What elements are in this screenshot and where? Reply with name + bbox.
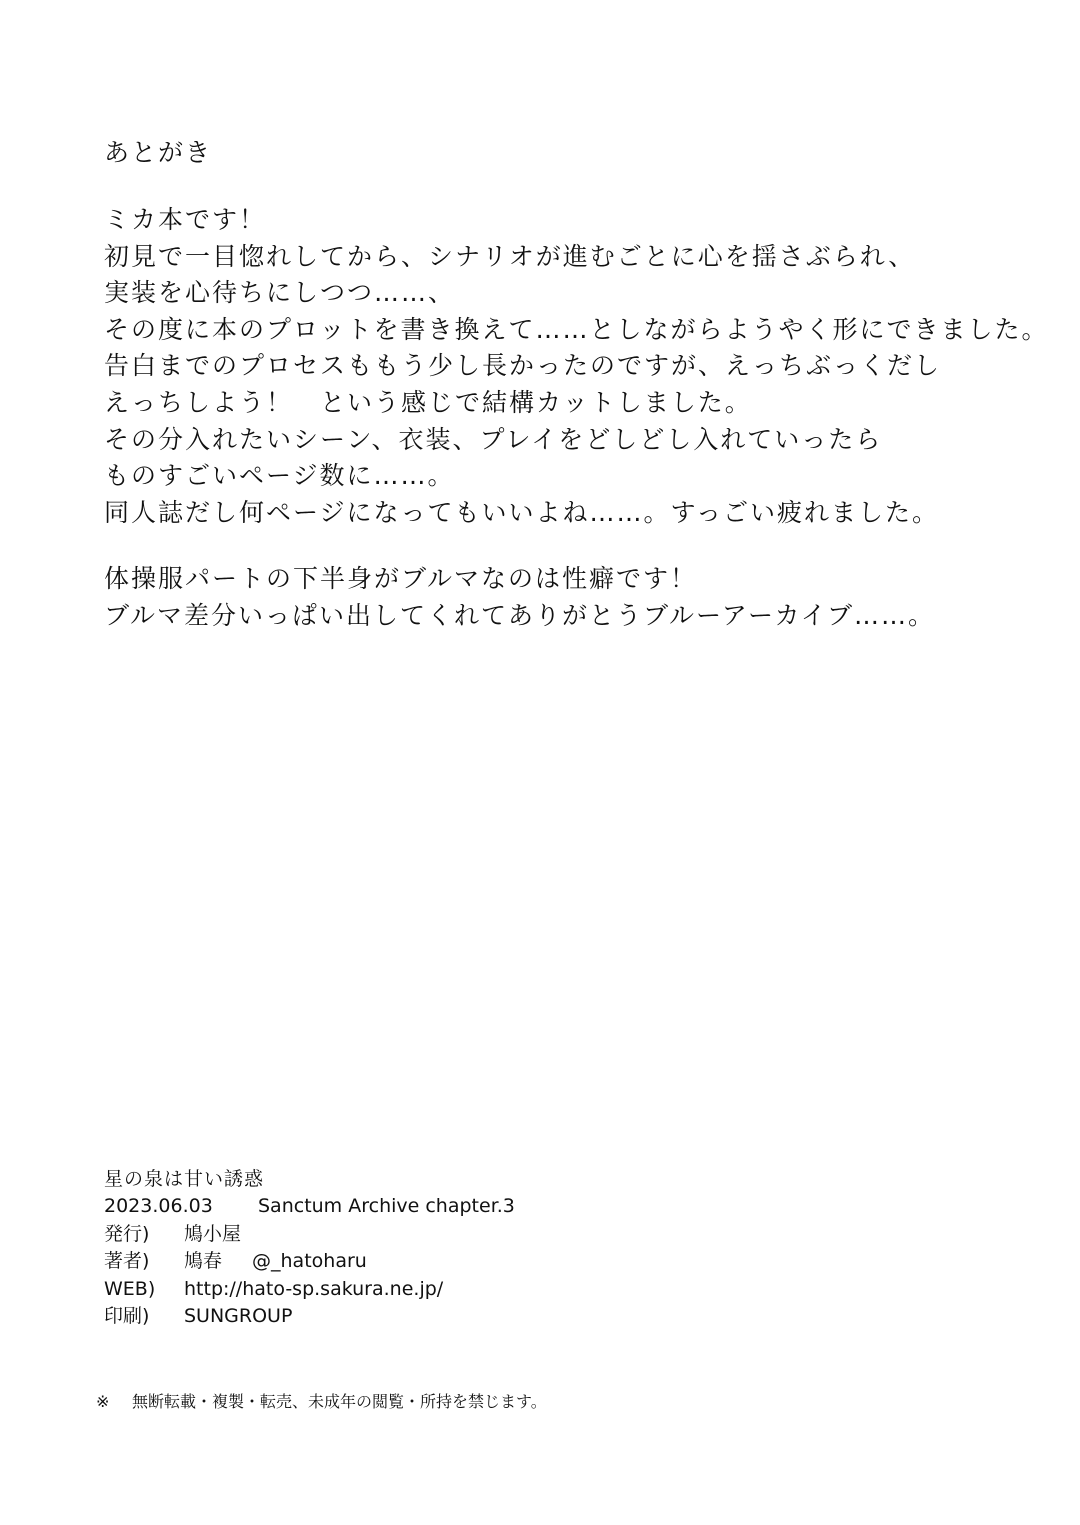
afterword-line: その分入れたいシーン、衣装、プレイをどしどし入れていったら bbox=[104, 424, 883, 454]
afterword-section bbox=[104, 136, 1049, 665]
afterword-line: えっちしよう！ という感じで結構カットしました。 bbox=[104, 387, 752, 417]
afterword-line: ブルマ差分いっぱい出してくれてありがとうブルーアーカイブ……。 bbox=[104, 600, 936, 630]
afterword-paragraph-2 bbox=[104, 561, 1044, 634]
web-label: WEB) bbox=[104, 1277, 156, 1300]
colophon-author-row bbox=[104, 1248, 804, 1276]
colophon bbox=[104, 1165, 804, 1331]
publication-date: 2023.06.03 bbox=[104, 1195, 213, 1217]
printer-label: 印刷) bbox=[104, 1305, 150, 1327]
colophon-printer-row bbox=[104, 1303, 804, 1331]
event-name: Sanctum Archive chapter.3 bbox=[258, 1195, 515, 1217]
afterword-line: 告白までのプロセスももう少し長かったのですが、えっちぶっくだし bbox=[104, 351, 942, 381]
author-name: 鳩春 bbox=[184, 1250, 223, 1272]
notice-text: 無断転載・複製・転売、未成年の閲覧・所持を禁じます。 bbox=[132, 1392, 547, 1411]
afterword-line: 実装を心待ちにしつつ……、 bbox=[104, 278, 456, 308]
reference-mark-icon: ※ bbox=[96, 1392, 110, 1411]
afterword-line: 同人誌だし何ページになってもいいよね……。すっごい疲れました。 bbox=[104, 497, 940, 527]
author-handle: @_hatoharu bbox=[252, 1250, 367, 1272]
afterword-line: ものすごいページ数に……。 bbox=[104, 461, 455, 491]
publisher-name: 鳩小屋 bbox=[184, 1222, 242, 1245]
printer-name: SUNGROUP bbox=[184, 1305, 293, 1327]
afterword-line: 初見で一目惚れしてから、シナリオが進むごとに心を揺さぶられ、 bbox=[104, 241, 916, 271]
colophon-date-row bbox=[104, 1193, 804, 1221]
author-label: 著者) bbox=[104, 1250, 150, 1272]
publisher-label: 発行) bbox=[104, 1222, 150, 1245]
afterword-line: その度に本のプロットを書き換えて……としながらようやく形にできました。 bbox=[104, 314, 1049, 344]
colophon-web-row bbox=[104, 1276, 804, 1304]
afterword-line: ミカ本です！ bbox=[104, 205, 267, 234]
afterword-line: 体操服パートの下半身がブルマなのは性癖です！ bbox=[104, 564, 698, 594]
book-title: 星の泉は甘い誘惑 bbox=[104, 1168, 265, 1190]
afterword-title: あとがき bbox=[104, 138, 213, 167]
copyright-notice bbox=[96, 1390, 547, 1414]
afterword-paragraph-1 bbox=[104, 202, 1049, 531]
colophon-publisher-row bbox=[104, 1221, 804, 1249]
web-url: http://hato-sp.sakura.ne.jp/ bbox=[184, 1277, 444, 1300]
